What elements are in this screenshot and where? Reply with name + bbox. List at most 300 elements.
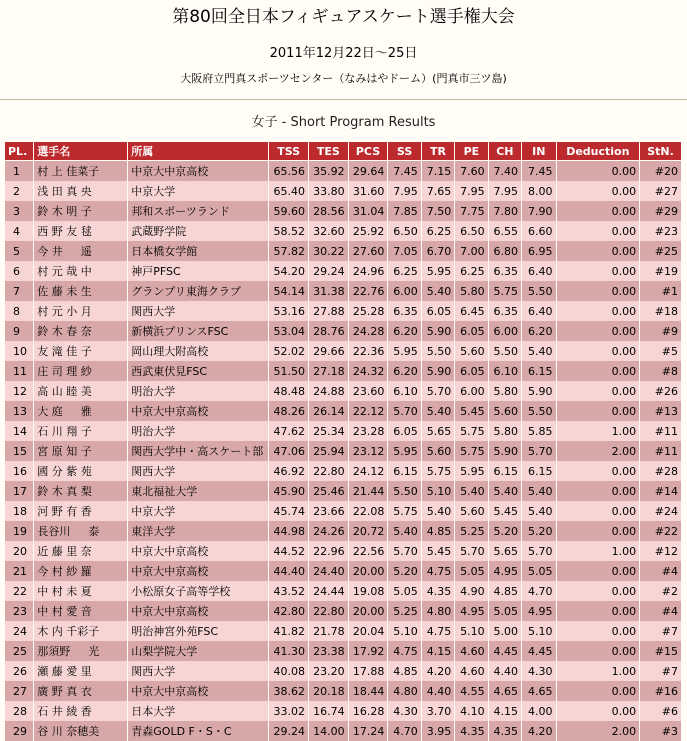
cell-deduction: 0.00 — [556, 581, 640, 601]
cell-ch: 4.95 — [488, 561, 521, 581]
cell-in: 4.30 — [522, 661, 556, 681]
cell-ss: 5.70 — [388, 541, 421, 561]
cell-tss: 57.82 — [269, 241, 309, 261]
cell-stn: #3 — [640, 721, 682, 741]
cell-pcs: 25.92 — [348, 221, 388, 241]
cell-deduction: 2.00 — [556, 721, 640, 741]
page-header — [0, 0, 687, 86]
table-row — [5, 681, 682, 701]
cell-ss: 4.75 — [388, 641, 421, 661]
table-row — [5, 621, 682, 641]
cell-in: 8.00 — [522, 181, 556, 201]
cell-in: 6.15 — [522, 461, 556, 481]
cell-tr: 4.80 — [421, 601, 454, 621]
cell-club: 中京大中京高校 — [128, 161, 269, 182]
table-row — [5, 581, 682, 601]
cell-pcs: 24.96 — [348, 261, 388, 281]
table-row — [5, 501, 682, 521]
cell-pe: 5.75 — [455, 441, 488, 461]
cell-tss: 48.48 — [269, 381, 309, 401]
cell-tes: 31.38 — [308, 281, 348, 301]
cell-tss: 59.60 — [269, 201, 309, 221]
cell-tr: 6.25 — [421, 221, 454, 241]
cell-stn: #24 — [640, 501, 682, 521]
cell-pe: 5.75 — [455, 421, 488, 441]
table-row — [5, 341, 682, 361]
cell-ch: 5.20 — [488, 521, 521, 541]
cell-tes: 24.88 — [308, 381, 348, 401]
cell-tss: 44.40 — [269, 561, 309, 581]
cell-pe: 7.00 — [455, 241, 488, 261]
cell-pe: 5.80 — [455, 281, 488, 301]
cell-ss: 7.05 — [388, 241, 421, 261]
col-header-ch: CH — [488, 142, 521, 161]
cell-name: 今 村 紗 羅 — [34, 561, 128, 581]
cell-deduction: 1.00 — [556, 661, 640, 681]
cell-ss: 6.35 — [388, 301, 421, 321]
cell-deduction: 0.00 — [556, 621, 640, 641]
cell-tss: 45.74 — [269, 501, 309, 521]
cell-pcs: 22.08 — [348, 501, 388, 521]
cell-deduction: 0.00 — [556, 701, 640, 721]
cell-pcs: 20.00 — [348, 561, 388, 581]
cell-deduction: 0.00 — [556, 521, 640, 541]
cell-stn: #20 — [640, 161, 682, 182]
cell-pl: 10 — [5, 341, 34, 361]
cell-pe: 6.50 — [455, 221, 488, 241]
cell-pl: 11 — [5, 361, 34, 381]
cell-in: 6.95 — [522, 241, 556, 261]
table-row — [5, 481, 682, 501]
cell-club: 日本橋女学館 — [128, 241, 269, 261]
cell-pl: 21 — [5, 561, 34, 581]
cell-tr: 5.40 — [421, 281, 454, 301]
cell-in: 5.40 — [522, 501, 556, 521]
cell-tes: 20.18 — [308, 681, 348, 701]
cell-club: 小松原女子高等学校 — [128, 581, 269, 601]
cell-club: 中京大中京高校 — [128, 401, 269, 421]
cell-tss: 53.04 — [269, 321, 309, 341]
cell-ss: 7.45 — [388, 161, 421, 182]
cell-pl: 22 — [5, 581, 34, 601]
cell-name: 河 野 有 香 — [34, 501, 128, 521]
cell-in: 5.50 — [522, 401, 556, 421]
cell-stn: #27 — [640, 181, 682, 201]
cell-pcs: 27.60 — [348, 241, 388, 261]
cell-tss: 33.02 — [269, 701, 309, 721]
cell-ss: 5.70 — [388, 401, 421, 421]
cell-pcs: 18.44 — [348, 681, 388, 701]
cell-in: 5.05 — [522, 561, 556, 581]
cell-in: 5.90 — [522, 381, 556, 401]
cell-stn: #4 — [640, 561, 682, 581]
cell-stn: #9 — [640, 321, 682, 341]
cell-stn: #22 — [640, 521, 682, 541]
table-row — [5, 221, 682, 241]
col-header-name: 選手名 — [34, 142, 128, 161]
cell-tes: 28.56 — [308, 201, 348, 221]
cell-in: 5.10 — [522, 621, 556, 641]
cell-name: 中 村 愛 音 — [34, 601, 128, 621]
cell-pcs: 31.04 — [348, 201, 388, 221]
cell-pe: 7.75 — [455, 201, 488, 221]
cell-in: 4.45 — [522, 641, 556, 661]
cell-ch: 6.55 — [488, 221, 521, 241]
cell-deduction: 2.00 — [556, 441, 640, 461]
cell-pe: 5.40 — [455, 481, 488, 501]
cell-ss: 6.25 — [388, 261, 421, 281]
col-header-tr: TR — [421, 142, 454, 161]
cell-tr: 5.10 — [421, 481, 454, 501]
cell-pl: 4 — [5, 221, 34, 241]
cell-name: 瀬 藤 愛 里 — [34, 661, 128, 681]
cell-name: 長谷川 泰 — [34, 521, 128, 541]
table-row — [5, 641, 682, 661]
cell-club: 中京大中京高校 — [128, 541, 269, 561]
cell-ss: 5.10 — [388, 621, 421, 641]
cell-pcs: 20.04 — [348, 621, 388, 641]
cell-name: 庄 司 理 紗 — [34, 361, 128, 381]
cell-name: 谷 川 奈穂美 — [34, 721, 128, 741]
cell-pe: 4.90 — [455, 581, 488, 601]
cell-name: 村 元 哉 中 — [34, 261, 128, 281]
cell-tr: 5.65 — [421, 421, 454, 441]
cell-stn: #1 — [640, 281, 682, 301]
cell-ch: 7.40 — [488, 161, 521, 182]
col-header-deduction: Deduction — [556, 142, 640, 161]
cell-pe: 4.95 — [455, 601, 488, 621]
cell-ss: 5.75 — [388, 501, 421, 521]
cell-pcs: 17.88 — [348, 661, 388, 681]
cell-stn: #6 — [640, 701, 682, 721]
cell-ss: 4.80 — [388, 681, 421, 701]
table-row — [5, 661, 682, 681]
cell-tes: 26.14 — [308, 401, 348, 421]
cell-tss: 58.52 — [269, 221, 309, 241]
cell-pe: 4.10 — [455, 701, 488, 721]
cell-club: 日本大学 — [128, 701, 269, 721]
cell-in: 7.45 — [522, 161, 556, 182]
cell-in: 4.95 — [522, 601, 556, 621]
cell-in: 4.00 — [522, 701, 556, 721]
cell-tss: 48.26 — [269, 401, 309, 421]
cell-club: 関西大学 — [128, 661, 269, 681]
cell-tes: 24.44 — [308, 581, 348, 601]
divider — [0, 99, 687, 100]
cell-tes: 27.18 — [308, 361, 348, 381]
cell-ss: 6.05 — [388, 421, 421, 441]
cell-deduction: 0.00 — [556, 281, 640, 301]
cell-ch: 7.80 — [488, 201, 521, 221]
table-row — [5, 601, 682, 621]
cell-in: 5.40 — [522, 481, 556, 501]
cell-club: グランプリ東海クラブ — [128, 281, 269, 301]
cell-ch: 5.00 — [488, 621, 521, 641]
cell-pcs: 17.24 — [348, 721, 388, 741]
cell-ss: 4.70 — [388, 721, 421, 741]
cell-pe: 6.45 — [455, 301, 488, 321]
cell-club: 東北福祉大学 — [128, 481, 269, 501]
cell-pl: 26 — [5, 661, 34, 681]
cell-ss: 6.20 — [388, 321, 421, 341]
cell-tss: 47.62 — [269, 421, 309, 441]
cell-pe: 5.25 — [455, 521, 488, 541]
cell-name: 石 川 翔 子 — [34, 421, 128, 441]
cell-in: 6.40 — [522, 261, 556, 281]
results-title: 女子 - Short Program Results — [0, 114, 687, 132]
cell-tes: 23.20 — [308, 661, 348, 681]
cell-pcs: 23.28 — [348, 421, 388, 441]
cell-deduction: 0.00 — [556, 641, 640, 661]
cell-deduction: 0.00 — [556, 401, 640, 421]
cell-name: 佐 藤 未 生 — [34, 281, 128, 301]
cell-tss: 53.16 — [269, 301, 309, 321]
cell-ch: 6.35 — [488, 261, 521, 281]
cell-tss: 46.92 — [269, 461, 309, 481]
cell-ss: 7.95 — [388, 181, 421, 201]
cell-club: 関西大学 — [128, 461, 269, 481]
table-row — [5, 281, 682, 301]
cell-tr: 5.40 — [421, 501, 454, 521]
cell-ch: 6.10 — [488, 361, 521, 381]
cell-club: 中京大中京高校 — [128, 681, 269, 701]
cell-tes: 16.74 — [308, 701, 348, 721]
cell-tss: 54.20 — [269, 261, 309, 281]
cell-deduction: 1.00 — [556, 421, 640, 441]
cell-deduction: 0.00 — [556, 361, 640, 381]
table-row — [5, 261, 682, 281]
cell-tss: 54.14 — [269, 281, 309, 301]
cell-club: 青森GOLD F・S・C — [128, 721, 269, 741]
cell-tes: 25.94 — [308, 441, 348, 461]
cell-tes: 22.80 — [308, 461, 348, 481]
cell-name: 西 野 友 毬 — [34, 221, 128, 241]
cell-pl: 15 — [5, 441, 34, 461]
cell-in: 7.90 — [522, 201, 556, 221]
table-row — [5, 701, 682, 721]
cell-ss: 4.30 — [388, 701, 421, 721]
cell-tr: 5.50 — [421, 341, 454, 361]
col-header-in: IN — [522, 142, 556, 161]
cell-stn: #7 — [640, 661, 682, 681]
cell-pcs: 20.72 — [348, 521, 388, 541]
cell-ch: 5.05 — [488, 601, 521, 621]
cell-in: 6.20 — [522, 321, 556, 341]
cell-stn: #15 — [640, 641, 682, 661]
cell-pl: 8 — [5, 301, 34, 321]
event-venue: 大阪府立門真スポーツセンター（なみはやドーム）(門真市三ツ島) — [0, 72, 687, 86]
cell-stn: #8 — [640, 361, 682, 381]
table-row — [5, 301, 682, 321]
cell-pl: 27 — [5, 681, 34, 701]
cell-pcs: 31.60 — [348, 181, 388, 201]
cell-tr: 6.70 — [421, 241, 454, 261]
cell-in: 5.70 — [522, 541, 556, 561]
cell-ch: 4.65 — [488, 681, 521, 701]
cell-ss: 5.40 — [388, 521, 421, 541]
cell-pe: 7.95 — [455, 181, 488, 201]
col-header-tes: TES — [308, 142, 348, 161]
cell-stn: #11 — [640, 441, 682, 461]
cell-deduction: 0.00 — [556, 381, 640, 401]
table-row — [5, 421, 682, 441]
cell-tss: 43.52 — [269, 581, 309, 601]
cell-pl: 1 — [5, 161, 34, 182]
table-row — [5, 201, 682, 221]
cell-name: 鈴 木 春 奈 — [34, 321, 128, 341]
cell-tes: 24.26 — [308, 521, 348, 541]
cell-in: 6.60 — [522, 221, 556, 241]
cell-ch: 5.60 — [488, 401, 521, 421]
cell-tes: 33.80 — [308, 181, 348, 201]
cell-pe: 4.60 — [455, 661, 488, 681]
cell-tr: 5.90 — [421, 321, 454, 341]
cell-tr: 4.75 — [421, 561, 454, 581]
cell-pl: 17 — [5, 481, 34, 501]
cell-in: 6.40 — [522, 301, 556, 321]
cell-tss: 29.24 — [269, 721, 309, 741]
cell-pe: 5.05 — [455, 561, 488, 581]
cell-in: 5.20 — [522, 521, 556, 541]
cell-tss: 47.06 — [269, 441, 309, 461]
cell-tss: 51.50 — [269, 361, 309, 381]
cell-club: 山梨学院大学 — [128, 641, 269, 661]
cell-tss: 65.56 — [269, 161, 309, 182]
cell-stn: #12 — [640, 541, 682, 561]
cell-tr: 4.75 — [421, 621, 454, 641]
cell-ss: 6.20 — [388, 361, 421, 381]
cell-name: 今 井 遥 — [34, 241, 128, 261]
cell-pe: 4.55 — [455, 681, 488, 701]
cell-pcs: 25.28 — [348, 301, 388, 321]
cell-pl: 6 — [5, 261, 34, 281]
cell-pl: 2 — [5, 181, 34, 201]
cell-name: 高 山 睦 美 — [34, 381, 128, 401]
cell-tss: 42.80 — [269, 601, 309, 621]
cell-tes: 14.00 — [308, 721, 348, 741]
cell-club: 明治大学 — [128, 381, 269, 401]
table-row — [5, 721, 682, 741]
cell-ss: 5.20 — [388, 561, 421, 581]
cell-pcs: 22.36 — [348, 341, 388, 361]
table-row — [5, 381, 682, 401]
cell-pl: 25 — [5, 641, 34, 661]
cell-tr: 5.45 — [421, 541, 454, 561]
cell-pl: 13 — [5, 401, 34, 421]
cell-pl: 9 — [5, 321, 34, 341]
col-header-pcs: PCS — [348, 142, 388, 161]
cell-pl: 24 — [5, 621, 34, 641]
cell-stn: #18 — [640, 301, 682, 321]
cell-tr: 4.20 — [421, 661, 454, 681]
cell-name: 廣 野 真 衣 — [34, 681, 128, 701]
col-header-stn: StN. — [640, 142, 682, 161]
cell-pe: 5.70 — [455, 541, 488, 561]
cell-tes: 29.24 — [308, 261, 348, 281]
cell-tes: 22.96 — [308, 541, 348, 561]
cell-ch: 7.95 — [488, 181, 521, 201]
cell-pl: 18 — [5, 501, 34, 521]
cell-tes: 29.66 — [308, 341, 348, 361]
cell-ch: 4.35 — [488, 721, 521, 741]
cell-stn: #29 — [640, 201, 682, 221]
cell-club: 中京大中京高校 — [128, 601, 269, 621]
cell-pcs: 16.28 — [348, 701, 388, 721]
table-row — [5, 401, 682, 421]
cell-tr: 4.40 — [421, 681, 454, 701]
cell-tr: 6.05 — [421, 301, 454, 321]
cell-deduction: 0.00 — [556, 301, 640, 321]
cell-tss: 41.30 — [269, 641, 309, 661]
cell-pcs: 24.32 — [348, 361, 388, 381]
cell-deduction: 0.00 — [556, 201, 640, 221]
cell-tes: 25.34 — [308, 421, 348, 441]
cell-deduction: 0.00 — [556, 461, 640, 481]
cell-ch: 4.45 — [488, 641, 521, 661]
col-header-pe: PE — [455, 142, 488, 161]
cell-tr: 5.70 — [421, 381, 454, 401]
cell-tes: 32.60 — [308, 221, 348, 241]
results-table — [4, 141, 682, 741]
cell-pe: 6.00 — [455, 381, 488, 401]
cell-tes: 25.46 — [308, 481, 348, 501]
cell-tes: 23.66 — [308, 501, 348, 521]
cell-deduction: 0.00 — [556, 681, 640, 701]
cell-pl: 14 — [5, 421, 34, 441]
cell-name: 近 藤 里 奈 — [34, 541, 128, 561]
cell-club: 中京大学 — [128, 501, 269, 521]
cell-stn: #28 — [640, 461, 682, 481]
cell-stn: #23 — [640, 221, 682, 241]
cell-pe: 6.05 — [455, 321, 488, 341]
cell-tss: 41.82 — [269, 621, 309, 641]
cell-club: 武蔵野学院 — [128, 221, 269, 241]
cell-ch: 5.65 — [488, 541, 521, 561]
cell-deduction: 0.00 — [556, 561, 640, 581]
cell-name: 那須野 光 — [34, 641, 128, 661]
cell-tr: 5.95 — [421, 261, 454, 281]
cell-pl: 23 — [5, 601, 34, 621]
cell-name: 村 上 佳菜子 — [34, 161, 128, 182]
cell-tr: 4.35 — [421, 581, 454, 601]
cell-name: 浅 田 真 央 — [34, 181, 128, 201]
cell-pe: 5.10 — [455, 621, 488, 641]
cell-in: 4.70 — [522, 581, 556, 601]
cell-tes: 27.88 — [308, 301, 348, 321]
cell-pcs: 20.00 — [348, 601, 388, 621]
cell-club: 中京大学 — [128, 181, 269, 201]
cell-pcs: 17.92 — [348, 641, 388, 661]
cell-deduction: 0.00 — [556, 481, 640, 501]
cell-in: 5.70 — [522, 441, 556, 461]
cell-pe: 5.95 — [455, 461, 488, 481]
cell-ch: 5.80 — [488, 381, 521, 401]
cell-tss: 44.98 — [269, 521, 309, 541]
event-title: 第80回全日本フィギュアスケート選手権大会 — [0, 0, 687, 28]
cell-in: 5.40 — [522, 341, 556, 361]
cell-tss: 65.40 — [269, 181, 309, 201]
cell-ch: 6.80 — [488, 241, 521, 261]
cell-ss: 6.15 — [388, 461, 421, 481]
cell-pe: 4.60 — [455, 641, 488, 661]
cell-deduction: 0.00 — [556, 261, 640, 281]
cell-pcs: 22.76 — [348, 281, 388, 301]
cell-ss: 5.50 — [388, 481, 421, 501]
cell-ch: 4.85 — [488, 581, 521, 601]
cell-in: 4.65 — [522, 681, 556, 701]
cell-stn: #2 — [640, 581, 682, 601]
cell-deduction: 0.00 — [556, 341, 640, 361]
